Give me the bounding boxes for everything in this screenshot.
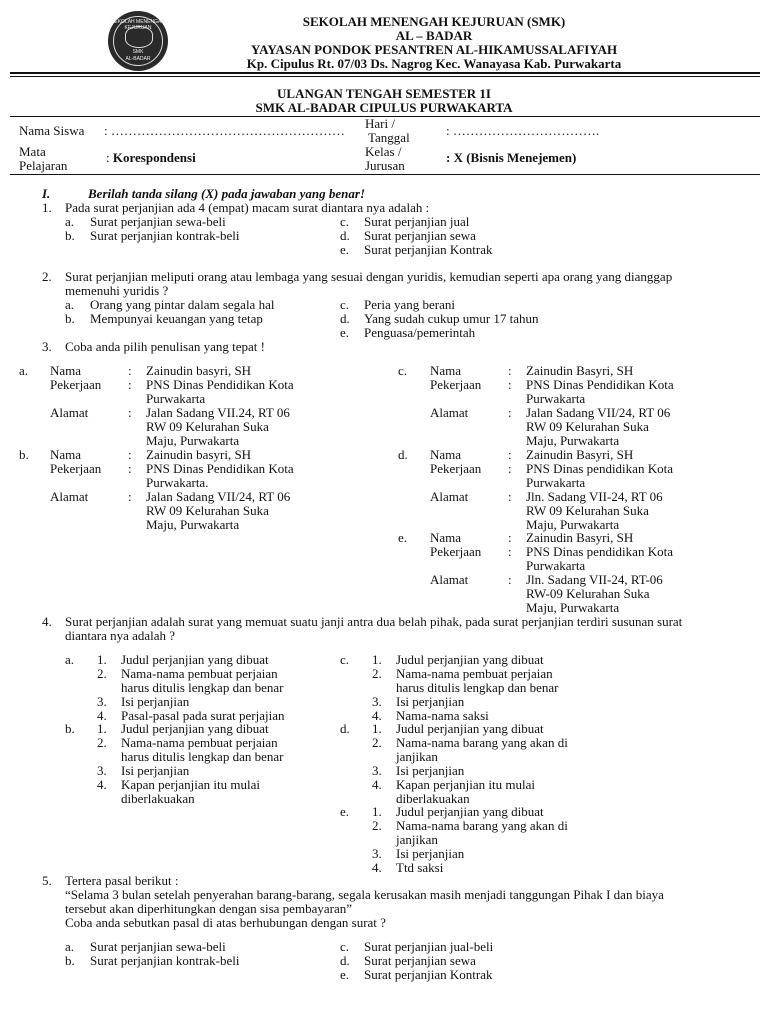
q3-e-label-pekerjaan: Pekerjaan <box>430 544 482 559</box>
q5-option-a[interactable]: Surat perjanjian sewa-beli <box>90 939 226 954</box>
q3-e-colon: : <box>508 572 512 587</box>
q5-option-c-letter: c. <box>340 939 350 954</box>
q3-a-pekerjaan-1: PNS Dinas Pendidikan Kota <box>146 377 294 392</box>
q3-d-colon: : <box>508 489 512 504</box>
q4-a-item-2a: Nama-nama pembuat perjaian <box>121 666 278 681</box>
q1-option-c-letter: c. <box>340 214 350 229</box>
q3-b-colon: : <box>128 489 132 504</box>
letterhead-divider-thick <box>10 72 760 74</box>
q4-option-a-letter[interactable]: a. <box>65 652 75 667</box>
q4-b-num-2: 2. <box>97 735 107 750</box>
class-value: : X (Bisnis Menejemen) <box>446 150 577 165</box>
q4-d-num-4: 4. <box>372 777 382 792</box>
q5-option-d-letter: d. <box>340 953 350 968</box>
q3-b-label-nama: Nama <box>50 447 82 462</box>
q4-d-item-1: Judul perjanjian yang dibuat <box>396 721 544 736</box>
q3-c-label-nama: Nama <box>430 363 462 378</box>
q3-e-colon: : <box>508 544 512 559</box>
class-label-line1: Kelas / <box>365 144 402 159</box>
q3-b-colon: : <box>128 461 132 476</box>
q3-c-pekerjaan-1: PNS Dinas Pendidikan Kota <box>526 377 674 392</box>
school-name: SEKOLAH MENENGAH KEJURUAN (SMK) <box>302 14 566 29</box>
q2-option-b-letter: b. <box>65 311 75 326</box>
q3-d-nama: Zainudin Basyri, SH <box>526 447 634 462</box>
q4-a-item-3: Isi perjanjian <box>121 694 190 709</box>
q4-c-item-2b: harus ditulis lengkap dan benar <box>396 680 559 695</box>
q1-option-b-letter: b. <box>65 228 75 243</box>
q4-e-num-4: 4. <box>372 860 382 875</box>
school-address: Kp. Cipulus Rt. 07/03 Ds. Nagrog Kec. Wanayasa Kab. Purwakarta <box>246 56 622 71</box>
q3-c-colon: : <box>508 363 512 378</box>
q3-c-alamat-3: Maju, Purwakarta <box>526 433 620 448</box>
q3-b-pekerjaan-1: PNS Dinas Pendidikan Kota <box>146 461 294 476</box>
q3-option-c-letter[interactable]: c. <box>398 363 408 378</box>
q3-d-alamat-2: RW 09 Kelurahan Suka <box>526 503 649 518</box>
q5-option-c[interactable]: Surat perjanjian jual-beli <box>364 939 494 954</box>
q3-e-pekerjaan-1: PNS Dinas pendidikan Kota <box>526 544 673 559</box>
q5-option-e[interactable]: Surat perjanjian Kontrak <box>364 967 493 982</box>
q3-a-nama: Zainudin basyri, SH <box>146 363 252 378</box>
q3-a-label-alamat: Alamat <box>50 405 89 420</box>
q3-e-alamat-1: Jln. Sadang VII-24, RT-06 <box>526 572 663 587</box>
q3-b-pekerjaan-2: Purwakarta. <box>146 475 209 490</box>
q3-d-pekerjaan-1: PNS Dinas pendidikan Kota <box>526 461 673 476</box>
date-field[interactable]: : ……………………………. <box>446 123 600 138</box>
q4-e-item-2a: Nama-nama barang yang akan di <box>396 818 568 833</box>
q3-option-a-letter[interactable]: a. <box>19 363 29 378</box>
q3-text: Coba anda pilih penulisan yang tepat ! <box>65 339 266 354</box>
q3-number: 3. <box>42 339 52 354</box>
exam-title: ULANGAN TENGAH SEMESTER 1I <box>277 86 491 101</box>
q4-a-num-3: 3. <box>97 694 107 709</box>
q4-b-item-3: Isi perjanjian <box>121 763 190 778</box>
q3-d-label-nama: Nama <box>430 447 462 462</box>
q1-option-a-letter: a. <box>65 214 75 229</box>
q4-text-line1: Surat perjanjian adalah surat yang memuat suatu janji antra dua belah pihak, pada surat perjanjian terdiri susunan surat <box>65 614 683 629</box>
q4-a-item-1: Judul perjanjian yang dibuat <box>121 652 269 667</box>
q4-d-num-3: 3. <box>372 763 382 778</box>
q3-b-label-pekerjaan: Pekerjaan <box>50 461 102 476</box>
student-name-label: Nama Siswa <box>19 123 85 138</box>
q1-option-b[interactable]: Surat perjanjian kontrak-beli <box>90 228 240 243</box>
q4-c-item-2a: Nama-nama pembuat perjaian <box>396 666 553 681</box>
q5-option-b[interactable]: Surat perjanjian kontrak-beli <box>90 953 240 968</box>
section-number: I. <box>42 186 51 201</box>
q4-c-item-3: Isi perjanjian <box>396 694 465 709</box>
q3-b-colon: : <box>128 447 132 462</box>
q4-e-item-3: Isi perjanjian <box>396 846 465 861</box>
foundation-name: YAYASAN PONDOK PESANTREN AL-HIKAMUSSALAFIYAH <box>250 42 618 57</box>
q2-option-c-letter: c. <box>340 297 350 312</box>
subject-label-line1: Mata <box>19 144 46 159</box>
q3-d-label-pekerjaan: Pekerjaan <box>430 461 482 476</box>
q3-option-d-letter[interactable]: d. <box>398 447 408 462</box>
q2-option-d-letter: d. <box>340 311 350 326</box>
q3-a-alamat-1: Jalan Sadang VII.24, RT 06 <box>146 405 290 420</box>
q3-a-label-nama: Nama <box>50 363 82 378</box>
q3-c-pekerjaan-2: Purwakarta <box>526 391 586 406</box>
q3-d-alamat-1: Jln. Sadang VII-24, RT 06 <box>526 489 663 504</box>
q2-option-b[interactable]: Mempunyai keuangan yang tetap <box>90 311 263 326</box>
q4-c-num-1: 1. <box>372 652 382 667</box>
date-label-line2: Tanggal <box>368 130 410 145</box>
q3-option-b-letter[interactable]: b. <box>19 447 29 462</box>
info-bottom-rule <box>10 174 760 175</box>
q1-number: 1. <box>42 200 52 215</box>
q5-text-line4: Coba anda sebutkan pasal di atas berhubungan dengan surat ? <box>65 915 386 930</box>
q3-e-pekerjaan-2: Purwakarta <box>526 558 586 573</box>
q4-b-num-1: 1. <box>97 721 107 736</box>
q3-c-colon: : <box>508 377 512 392</box>
q3-a-colon: : <box>128 405 132 420</box>
q1-option-c[interactable]: Surat perjanjian jual <box>364 214 470 229</box>
q3-a-colon: : <box>128 363 132 378</box>
q3-a-pekerjaan-2: Purwakarta <box>146 391 206 406</box>
q4-e-num-1: 1. <box>372 804 382 819</box>
subject-colon: : <box>106 150 113 165</box>
q4-c-num-4: 4. <box>372 708 382 723</box>
q4-c-item-4: Nama-nama saksi <box>396 708 489 723</box>
q3-a-colon: : <box>128 377 132 392</box>
q4-option-b-letter[interactable]: b. <box>65 721 75 736</box>
q3-a-label-pekerjaan: Pekerjaan <box>50 377 102 392</box>
q4-a-num-4: 4. <box>97 708 107 723</box>
q3-e-label-nama: Nama <box>430 530 462 545</box>
q3-e-alamat-2: RW-09 Kelurahan Suka <box>526 586 650 601</box>
q4-e-item-2b: janjikan <box>396 832 438 847</box>
q2-number: 2. <box>42 269 52 284</box>
q2-text-line2: memenuhi yuridis ? <box>65 283 169 298</box>
q4-d-item-4a: Kapan perjanjian itu mulai <box>396 777 535 792</box>
q2-option-a[interactable]: Orang yang pintar dalam segala hal <box>90 297 275 312</box>
q3-d-alamat-3: Maju, Purwakarta <box>526 517 620 532</box>
q4-d-item-3: Isi perjanjian <box>396 763 465 778</box>
subject-name: Korespondensi <box>112 150 196 165</box>
q4-e-num-3: 3. <box>372 846 382 861</box>
q3-d-label-alamat: Alamat <box>430 489 469 504</box>
subject-value <box>106 151 196 165</box>
exam-subtitle: SMK AL-BADAR CIPULUS PURWAKARTA <box>255 100 513 115</box>
q2-option-e-letter: e. <box>340 325 350 340</box>
q3-b-nama: Zainudin basyri, SH <box>146 447 252 462</box>
q4-text-line2: diantara nya adalah ? <box>65 628 176 643</box>
q4-a-item-4: Pasal-pasal pada surat perjajian <box>121 708 285 723</box>
q5-option-d[interactable]: Surat perjanjian sewa <box>364 953 476 968</box>
q2-option-a-letter: a. <box>65 297 75 312</box>
q4-b-item-1: Judul perjanjian yang dibuat <box>121 721 269 736</box>
q4-b-num-3: 3. <box>97 763 107 778</box>
q3-e-label-alamat: Alamat <box>430 572 469 587</box>
q4-a-item-2b: harus ditulis lengkap dan benar <box>121 680 284 695</box>
q5-text-line2: “Selama 3 bulan setelah penyerahan barang-barang, segala kerusakan masih menjadi tanggungan Pihak I dan biaya <box>65 887 664 902</box>
q4-a-num-1: 1. <box>97 652 107 667</box>
q3-b-alamat-1: Jalan Sadang VII/24, RT 06 <box>146 489 291 504</box>
q3-c-nama: Zainudin Basyri, SH <box>526 363 634 378</box>
q2-option-e[interactable]: Penguasa/pemerintah <box>364 325 476 340</box>
q4-b-item-2a: Nama-nama pembuat perjaian <box>121 735 278 750</box>
q4-a-num-2: 2. <box>97 666 107 681</box>
logo-mid-text: SMK <box>132 49 144 55</box>
q3-option-e-letter[interactable]: e. <box>398 530 408 545</box>
q2-text-line1: Surat perjanjian meliputi orang atau lembaga yang sesuai dengan yuridis, kemudian seperti apa orang yang dianggap <box>65 269 673 284</box>
q4-option-c-letter[interactable]: c. <box>340 652 350 667</box>
q4-e-num-2: 2. <box>372 818 382 833</box>
q4-d-item-2b: janjikan <box>396 749 438 764</box>
q1-option-d-letter: d. <box>340 228 350 243</box>
school-short-name: AL – BADAR <box>395 28 473 43</box>
q3-c-label-alamat: Alamat <box>430 405 469 420</box>
q3-d-pekerjaan-2: Purwakarta <box>526 475 586 490</box>
q5-text-line3: tersebut akan diperhitungkan dengan sisa pembayaran” <box>65 901 352 916</box>
q4-option-d-letter[interactable]: d. <box>340 721 350 736</box>
q4-d-item-2a: Nama-nama barang yang akan di <box>396 735 568 750</box>
logo-top-text: SEKOLAH MENENGAH KEJURUAN <box>111 19 165 31</box>
q3-b-alamat-2: RW 09 Kelurahan Suka <box>146 503 269 518</box>
q4-number: 4. <box>42 614 52 629</box>
q4-c-num-2: 2. <box>372 666 382 681</box>
q2-option-c[interactable]: Peria yang berani <box>364 297 455 312</box>
q1-option-a[interactable]: Surat perjanjian sewa-beli <box>90 214 226 229</box>
q2-option-d[interactable]: Yang sudah cukup umur 17 tahun <box>364 311 539 326</box>
q3-e-colon: : <box>508 530 512 545</box>
q3-a-alamat-3: Maju, Purwakarta <box>146 433 240 448</box>
q4-c-item-1: Judul perjanjian yang dibuat <box>396 652 544 667</box>
q5-number: 5. <box>42 873 52 888</box>
q3-e-alamat-3: Maju, Purwakarta <box>526 600 620 615</box>
q3-b-alamat-3: Maju, Purwakarta <box>146 517 240 532</box>
q4-d-num-2: 2. <box>372 735 382 750</box>
q3-c-label-pekerjaan: Pekerjaan <box>430 377 482 392</box>
q4-e-item-4: Ttd saksi <box>396 860 444 875</box>
q1-option-d[interactable]: Surat perjanjian sewa <box>364 228 476 243</box>
q5-option-b-letter: b. <box>65 953 75 968</box>
q3-c-alamat-2: RW 09 Kelurahan Suka <box>526 419 649 434</box>
q5-option-a-letter: a. <box>65 939 75 954</box>
q4-b-item-2b: harus ditulis lengkap dan benar <box>121 749 284 764</box>
letterhead-divider-thin <box>10 76 760 77</box>
q3-d-colon: : <box>508 461 512 476</box>
q3-d-colon: : <box>508 447 512 462</box>
q4-d-num-1: 1. <box>372 721 382 736</box>
q3-c-alamat-1: Jalan Sadang VII/24, RT 06 <box>526 405 671 420</box>
q4-e-item-1: Judul perjanjian yang dibuat <box>396 804 544 819</box>
q4-b-item-4a: Kapan perjanjian itu mulai <box>121 777 260 792</box>
q1-option-e[interactable]: Surat perjanjian Kontrak <box>364 242 493 257</box>
q1-option-e-letter: e. <box>340 242 350 257</box>
logo-bottom-text: AL-BADAR <box>125 56 151 62</box>
q3-c-colon: : <box>508 405 512 420</box>
q3-a-alamat-2: RW 09 Kelurahan Suka <box>146 419 269 434</box>
q4-c-num-3: 3. <box>372 694 382 709</box>
class-label-line2: Jurusan <box>365 158 405 173</box>
student-name-field[interactable]: : ……………………………………………… <box>104 123 345 138</box>
q4-b-item-4b: diberlakuakan <box>121 791 195 806</box>
q4-option-e-letter[interactable]: e. <box>340 804 350 819</box>
subject-label-line2: Pelajaran <box>19 158 68 173</box>
q1-text: Pada surat perjanjian ada 4 (empat) macam surat diantara nya adalah : <box>65 200 430 215</box>
q4-d-item-4b: diberlakuakan <box>396 791 470 806</box>
section-instruction: Berilah tanda silang (X) pada jawaban yang benar! <box>88 186 366 201</box>
q3-b-label-alamat: Alamat <box>50 489 89 504</box>
q5-text-line1: Tertera pasal berikut : <box>65 873 179 888</box>
q3-e-nama: Zainudin Basyri, SH <box>526 530 634 545</box>
q5-option-e-letter: e. <box>340 967 350 982</box>
date-label-line1: Hari / <box>365 116 395 131</box>
q4-b-num-4: 4. <box>97 777 107 792</box>
